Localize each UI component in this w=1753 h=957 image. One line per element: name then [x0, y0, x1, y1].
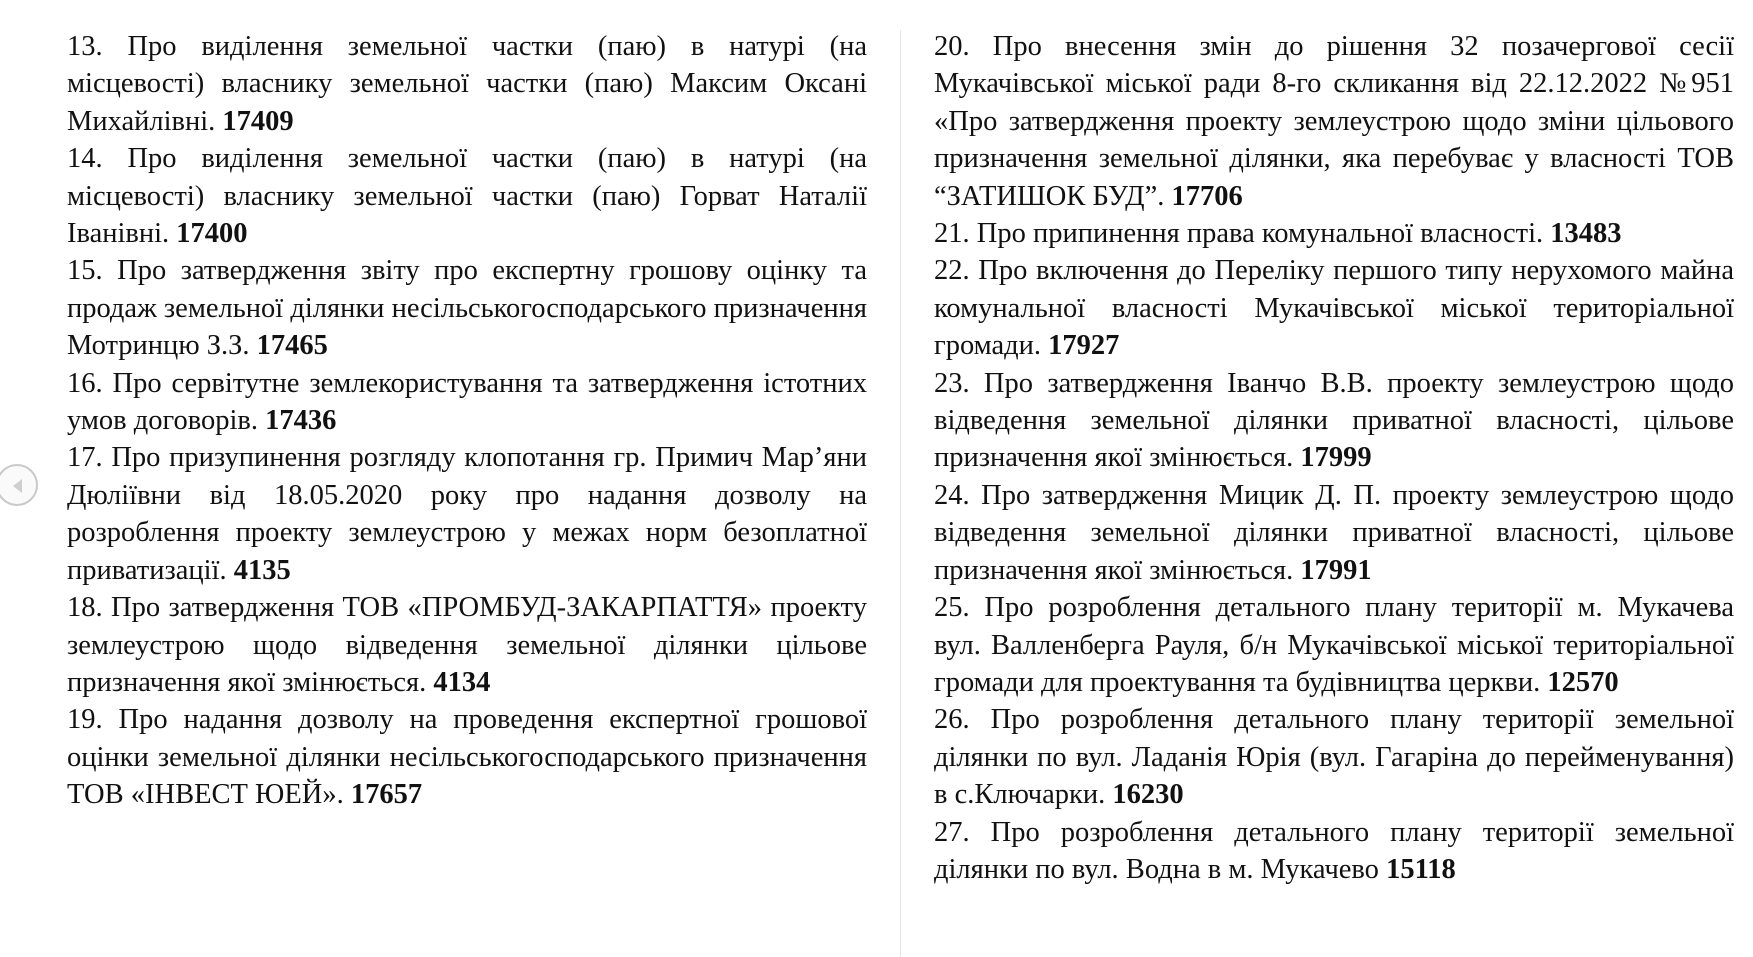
- agenda-item-code: 12570: [1547, 666, 1619, 698]
- agenda-item-text: 22. Про включення до Переліку першого типу нерухомого майна комунальної власності Мукачівської міської територіальної громади.: [934, 255, 1734, 362]
- agenda-item-text: 24. Про затвердження Мицик Д. П. проекту землеустрою щодо відведення земельної ділянки приватної власності, цільове призначення якої змінюється.: [934, 479, 1734, 586]
- left-column: [67, 28, 867, 814]
- agenda-item-27: [934, 814, 1734, 889]
- right-column: [934, 28, 1734, 888]
- agenda-item-code: 4134: [433, 666, 491, 698]
- agenda-item-13: [67, 28, 867, 140]
- agenda-item-text: 15. Про затвердження звіту про експертну грошову оцінку та продаж земельної ділянки несільськогосподарського призначення Мотринцю З.З.: [67, 255, 867, 362]
- agenda-item-18: [67, 589, 867, 701]
- agenda-item-text: 20. Про внесення змін до рішення 32 позачергової сесії Мукачівської міської ради 8-го скликання від 22.12.2022 №951 «Про затвердження проекту землеустрою щодо зміни цільового призначення земельної ділянки, яка перебуває у власності ТОВ “ЗАТИШОК БУД”.: [934, 31, 1734, 212]
- chevron-left-icon: [8, 476, 28, 496]
- agenda-item-code: 13483: [1550, 218, 1622, 250]
- agenda-item-15: [67, 252, 867, 364]
- agenda-item-17: [67, 439, 867, 589]
- agenda-item-code: 17400: [176, 218, 248, 250]
- agenda-item-code: 4135: [233, 554, 291, 586]
- agenda-item-16: [67, 365, 867, 440]
- agenda-item-text: 23. Про затвердження Іванчо В.В. проекту землеустрою щодо відведення земельної ділянки приватної власності, цільове призначення якої змінюється.: [934, 367, 1734, 474]
- column-divider: [900, 30, 901, 957]
- agenda-item-code: 17999: [1300, 442, 1372, 474]
- agenda-item-code: 15118: [1386, 853, 1456, 885]
- agenda-item-text: 25. Про розроблення детального плану території м. Мукачева вул. Валленберга Рауля, б/н Мукачівської міської територіальної громади для проектування та будівництва церкви.: [934, 592, 1734, 698]
- agenda-item-text: 13. Про виділення земельної частки (паю) в натурі (на місцевості) власнику земельної частки (паю) Максим Оксані Михайлівні.: [67, 31, 867, 137]
- agenda-item-code: 17706: [1171, 180, 1243, 212]
- previous-page-button[interactable]: [0, 464, 38, 506]
- agenda-item-code: 17409: [222, 105, 294, 137]
- agenda-item-23: [934, 365, 1734, 477]
- agenda-item-14: [67, 140, 867, 252]
- agenda-item-code: 17465: [256, 330, 328, 362]
- agenda-item-text: 16. Про сервітутне землекористування та затвердження істотних умов договорів.: [67, 367, 867, 437]
- agenda-item-text: 18. Про затвердження ТОВ «ПРОМБУД-ЗАКАРПАТТЯ» проекту землеустрою щодо відведення земельної ділянки цільове призначення якої змінюється.: [67, 592, 867, 698]
- agenda-item-text: 14. Про виділення земельної частки (паю) в натурі (на місцевості) власнику земельної частки (паю) Горват Наталії Іванівні.: [67, 143, 867, 250]
- agenda-item-text: 17. Про призупинення розгляду клопотання гр. Примич Мар’яни Дюліївни від 18.05.2020 року про надання дозволу на розроблення проекту землеустрою у межах норм безоплатної приватизації.: [67, 442, 867, 586]
- agenda-item-25: [934, 589, 1734, 701]
- agenda-item-22: [934, 252, 1734, 364]
- agenda-item-code: 17436: [265, 405, 337, 437]
- agenda-item-text: 26. Про розроблення детального плану території земельної ділянки по вул. Ладанія Юрія (вул. Гагаріна до перейменування) в с.Ключарки.: [934, 704, 1734, 811]
- agenda-item-21: [934, 215, 1734, 252]
- agenda-item-code: 16230: [1112, 779, 1184, 811]
- agenda-item-text: 27. Про розроблення детального плану території земельної ділянки по вул. Водна в м. Мукачево: [934, 816, 1734, 885]
- agenda-item-code: 17991: [1300, 554, 1372, 586]
- agenda-item-text: 19. Про надання дозволу на проведення експертної грошової оцінки земельної ділянки несільськогосподарського призначення ТОВ «ІНВЕСТ ЮЕЙ».: [67, 704, 867, 811]
- agenda-item-24: [934, 477, 1734, 589]
- agenda-item-19: [67, 701, 867, 813]
- agenda-item-code: 17927: [1048, 330, 1120, 362]
- agenda-item-code: 17657: [350, 779, 423, 811]
- agenda-item-20: [934, 28, 1734, 215]
- agenda-item-26: [934, 701, 1734, 813]
- agenda-item-text: 21. Про припинення права комунальної власності.: [934, 218, 1544, 250]
